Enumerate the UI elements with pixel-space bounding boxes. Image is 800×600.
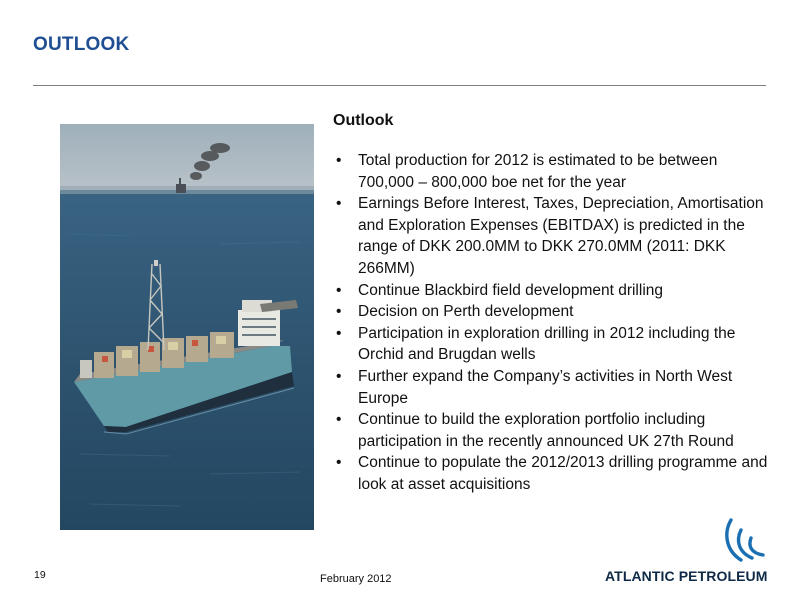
bullet-marker: • (336, 303, 342, 321)
outlook-content (333, 110, 773, 496)
bullet-text: Total production for 2012 is estimated to be between 700,000 – 800,000 boe net for the year (358, 152, 718, 191)
bullet-text: Participation in exploration drilling in 2012 including the Orchid and Brugdan wells (358, 324, 736, 364)
atlantic-petroleum-logo (605, 516, 770, 586)
bullet-text: Earnings Before Interest, Taxes, Depreciation, Amortisation and Exploration Expenses (EBITDAX) is predicted in the range of DKK 200.0MM to DKK 270.0MM (2011: DKK 266MM) (358, 195, 764, 277)
bullet-item (333, 452, 773, 495)
bullet-item (333, 150, 773, 193)
page-number: 19 (34, 569, 46, 581)
footer-date: February 2012 (320, 573, 392, 585)
bullet-text: Continue to populate the 2012/2013 drilling programme and look at asset acquisitions (358, 454, 768, 493)
bullet-item (333, 193, 773, 279)
bullet-marker: • (336, 411, 342, 429)
bullet-marker: • (336, 454, 342, 472)
bullet-marker: • (336, 152, 342, 169)
bullet-item (333, 301, 773, 323)
bullet-text: Continue to build the exploration portfolio including participation in the recently announced UK 27th Round (358, 411, 734, 450)
bullet-item (333, 409, 773, 452)
fpso-vessel-photo (60, 124, 314, 530)
logo-wordmark: ATLANTIC PETROLEUM (605, 568, 768, 584)
bullet-marker: • (336, 195, 342, 213)
content-heading: Outlook (333, 112, 394, 129)
title-divider (33, 85, 766, 86)
slide-title: OUTLOOK (33, 34, 130, 55)
bullet-item (333, 280, 773, 302)
bullet-marker: • (336, 281, 342, 299)
bullet-marker: • (336, 367, 342, 385)
outlook-bullet-list (333, 150, 773, 496)
bullet-text: Decision on Perth development (358, 303, 574, 321)
bullet-text: Further expand the Company’s activities in North West Europe (358, 367, 733, 407)
wave-logo-icon (721, 516, 767, 566)
bullet-item (333, 366, 773, 409)
bullet-item (333, 323, 773, 366)
bullet-text: Continue Blackbird field development drilling (358, 281, 664, 299)
bullet-marker: • (336, 324, 342, 342)
